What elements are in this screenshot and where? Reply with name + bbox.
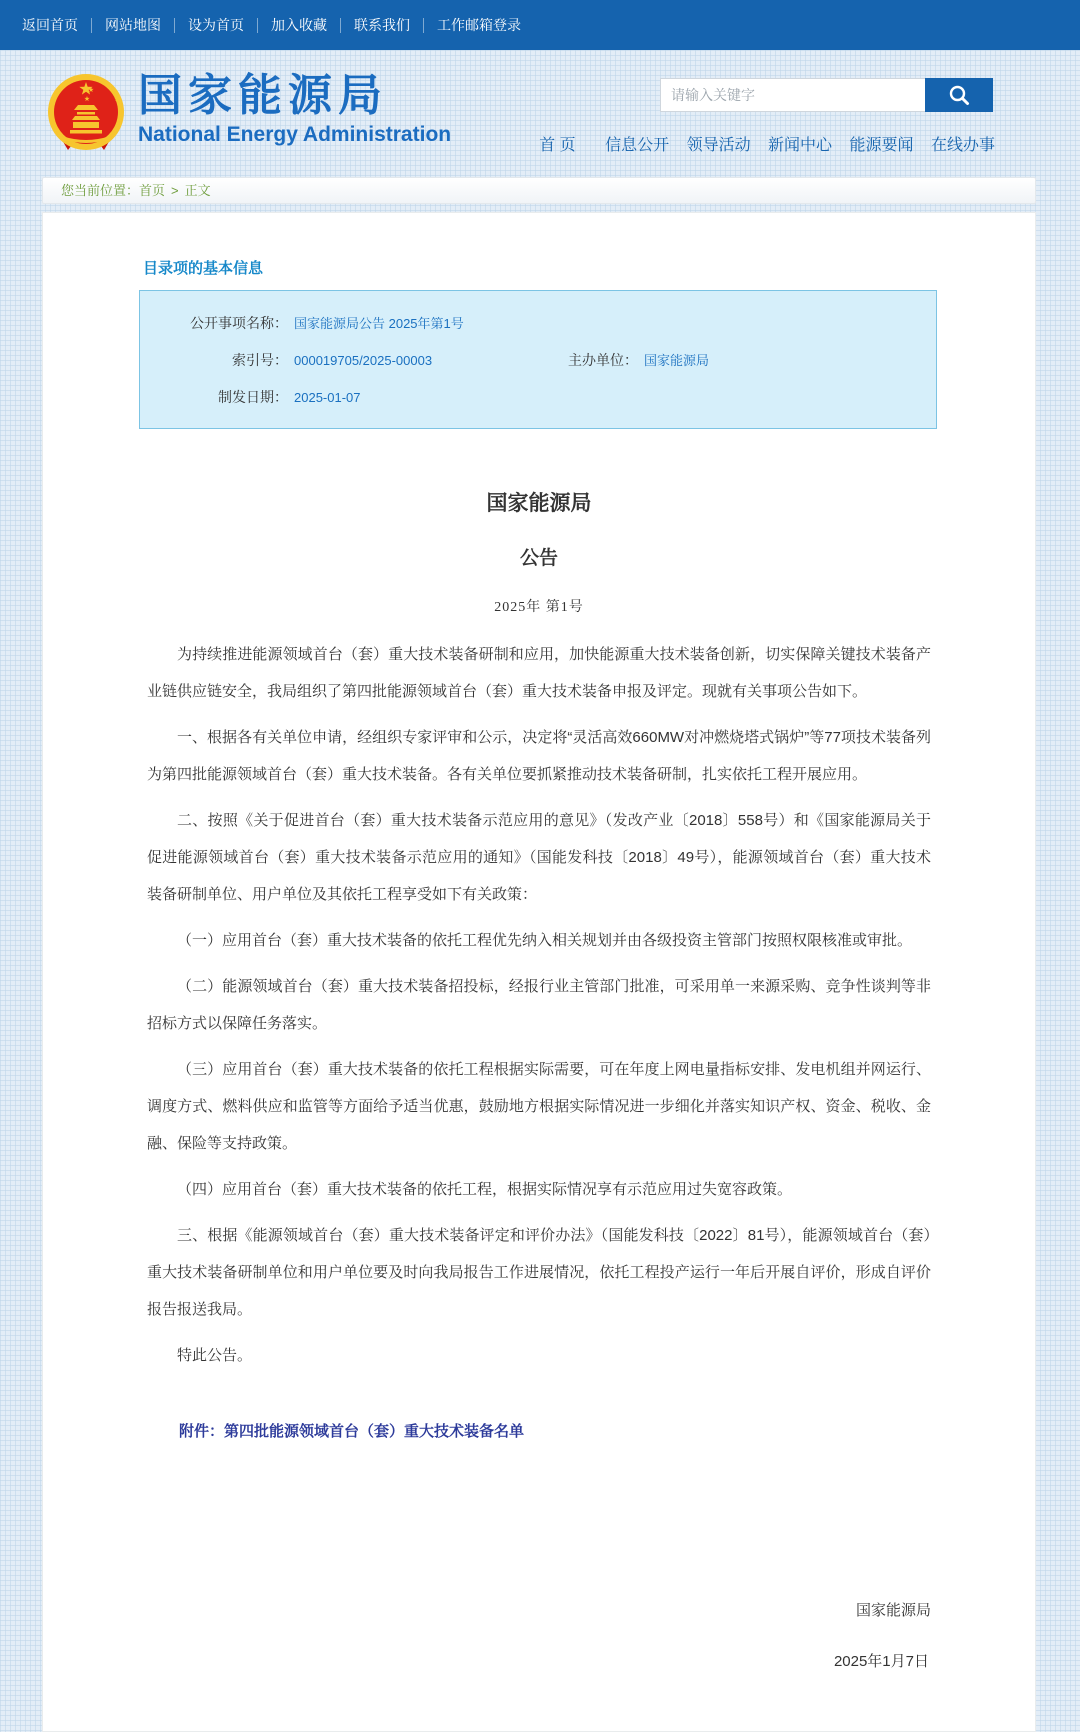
topbar [0, 0, 1080, 50]
meta-col-index [140, 342, 568, 379]
meta-name-label: 公开事项名称： [190, 315, 288, 331]
attachment-link[interactable]: 附件：第四批能源领域首台（套）重大技术装备名单 [179, 1423, 525, 1440]
meta-index-value: 000019705/2025-00003 [294, 353, 433, 368]
meta-date-value: 2025-01-07 [294, 390, 361, 405]
breadcrumb-separator: > [171, 183, 179, 198]
doc-paragraph: （一）应用首台（套）重大技术装备的依托工程优先纳入相关规划并由各级投资主管部门按照权限核准或审批。 [177, 932, 913, 949]
search-icon [948, 84, 970, 106]
national-emblem-icon [46, 72, 126, 156]
topbar-links [0, 18, 534, 33]
doc-title: 国家能源局 [486, 491, 592, 515]
doc-number: 2025年 第1号 [494, 600, 584, 615]
breadcrumb-home-link[interactable]: 首页 [139, 183, 166, 198]
announcement-document [43, 487, 1035, 1671]
meta-row-name [140, 305, 936, 342]
topbar-link-return-home[interactable]: 返回首页 [22, 16, 78, 33]
search-button[interactable] [925, 78, 993, 112]
topbar-link-sitemap[interactable]: 网站地图 [91, 18, 174, 33]
breadcrumb-current: 正文 [184, 183, 211, 198]
search-input[interactable] [660, 78, 925, 112]
meta-info-box [139, 290, 937, 429]
site-title-en: National Energy Administration [138, 123, 452, 146]
topbar-link-add-favorite[interactable]: 加入收藏 [257, 18, 340, 33]
meta-row-index-org [140, 342, 936, 379]
nav-home[interactable]: 首 页 [539, 137, 576, 154]
meta-row-date [140, 379, 936, 416]
site-titles [138, 72, 451, 148]
content-panel [42, 212, 1036, 1732]
doc-subtitle: 公告 [519, 548, 558, 569]
nav-news-center[interactable]: 新闻中心 [768, 137, 833, 154]
nav-online-services[interactable]: 在线办事 [930, 137, 995, 154]
topbar-link-work-mail-login[interactable]: 工作邮箱登录 [423, 18, 534, 33]
doc-date: 2025年1月7日 [833, 1653, 929, 1670]
doc-paragraph: 特此公告。 [177, 1347, 253, 1364]
breadcrumb-prefix: 您当前位置： [61, 183, 140, 198]
breadcrumb [42, 177, 1036, 204]
doc-paragraph: 三、根据《能源领域首台（套）重大技术装备评定和评价办法》（国能发科技〔2022〕81号），能源领域首台（套）重大技术装备研制单位和用户单位要及时向我局报告工作进展情况，依托工程投产运行一年后开展自评价，形成自评价报告报送我局。 [147, 1227, 931, 1318]
topbar-link-set-homepage[interactable]: 设为首页 [174, 18, 257, 33]
nav-leader-activities[interactable]: 领导活动 [686, 137, 751, 154]
doc-paragraph: 二、按照《关于促进首台（套）重大技术装备示范应用的意见》（发改产业〔2018〕558号）和《国家能源局关于促进能源领域首台（套）重大技术装备示范应用的通知》（国能发科技〔2018〕49号），能源领域首台（套）重大技术装备研制单位、用户单位及其依托工程享受如下有关政策： [147, 812, 931, 903]
meta-section-title: 目录项的基本信息 [143, 260, 264, 277]
doc-signature: 国家能源局 [855, 1602, 931, 1619]
search-bar [660, 78, 993, 112]
doc-paragraph: （二）能源领域首台（套）重大技术装备招投标，经报行业主管部门批准，可采用单一来源采购、竞争性谈判等非招标方式以保障任务落实。 [147, 978, 931, 1032]
nav-info-disclosure[interactable]: 信息公开 [605, 137, 670, 154]
site-header [0, 50, 1080, 177]
meta-col-org [568, 342, 709, 379]
doc-paragraph: 为持续推进能源领域首台（套）重大技术装备研制和应用，加快能源重大技术装备创新，切实保障关键技术装备产业链供应链安全，我局组织了第四批能源领域首台（套）重大技术装备申报及评定。现就有关事项公告如下。 [147, 646, 931, 700]
meta-org-label: 主办单位： [568, 352, 638, 368]
meta-date-label: 制发日期： [218, 389, 288, 405]
nav-energy-highlights[interactable]: 能源要闻 [849, 137, 914, 154]
site-title-cn: 国家能源局 [138, 71, 388, 120]
topbar-link-contact-us[interactable]: 联系我们 [340, 18, 423, 33]
meta-org-value: 国家能源局 [644, 353, 710, 368]
main-nav [539, 132, 995, 155]
attachment-row [147, 1420, 931, 1441]
doc-paragraph: （三）应用首台（套）重大技术装备的依托工程根据实际需要，可在年度上网电量指标安排、发电机组并网运行、调度方式、燃料供应和监管等方面给予适当优惠，鼓励地方根据实际情况进一步细化并落实知识产权、资金、税收、金融、保险等支持政策。 [147, 1061, 931, 1152]
doc-paragraph: 一、根据各有关单位申请，经组织专家评审和公示，决定将“灵活高效660MW对冲燃烧塔式锅炉”等77项技术装备列为第四批能源领域首台（套）重大技术装备。各有关单位要抓紧推动技术装备研制，扎实依托工程开展应用。 [147, 729, 931, 783]
meta-name-value: 国家能源局公告 2025年第1号 [294, 316, 464, 331]
doc-paragraph: （四）应用首台（套）重大技术装备的依托工程，根据实际情况享有示范应用过失宽容政策。 [177, 1181, 793, 1198]
meta-index-label: 索引号： [232, 352, 288, 368]
site-logo [46, 72, 451, 156]
